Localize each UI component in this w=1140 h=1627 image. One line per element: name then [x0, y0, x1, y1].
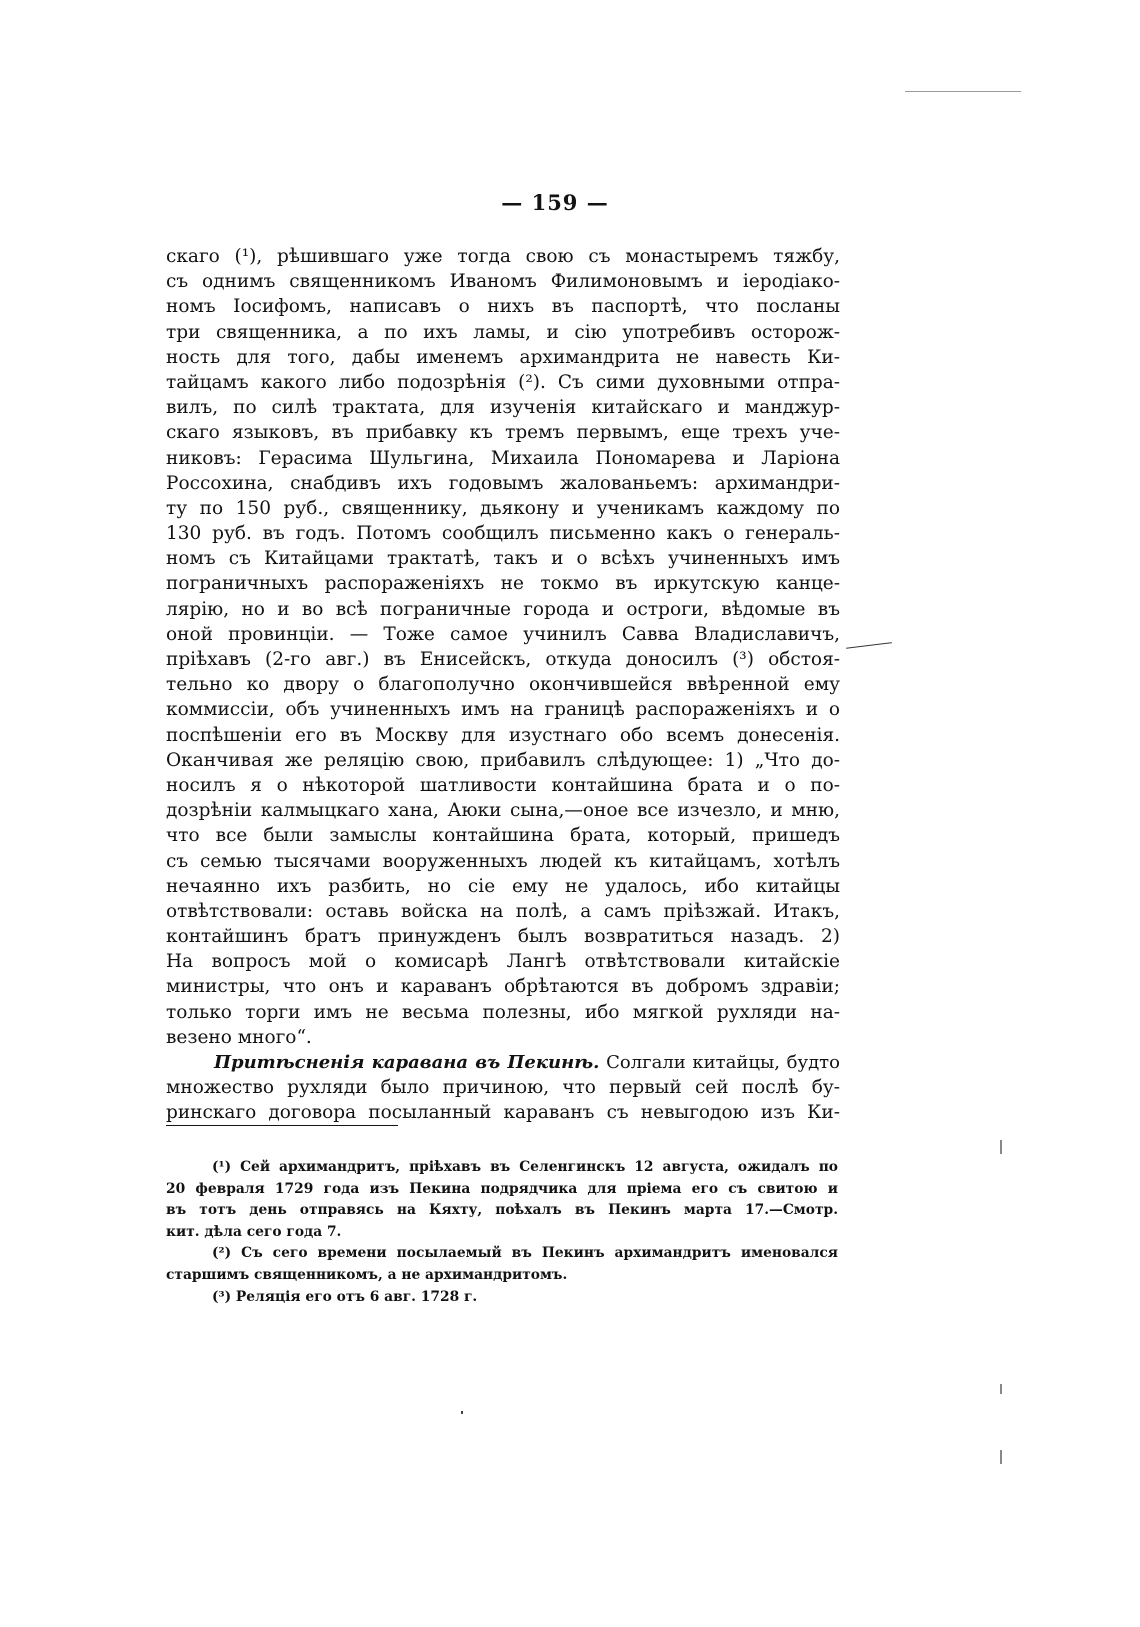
- page-number: — 159 —: [501, 190, 609, 215]
- footnote-line: (²) Съ сего времени посылаемый въ Пекинъ архимандритъ именовался: [212, 1245, 838, 1262]
- text-line: лярію, но и во всѣ пограничные города и остроги, вѣдомые въ: [166, 598, 840, 620]
- footnote-line: въ тотъ день отправясь на Кяхту, поѣхалъ въ Пекинъ марта 17.—Смотр.: [166, 1202, 838, 1219]
- text-line: отвѣтствовали: оставь войска на полѣ, а самъ пріѣзжай. Итакъ,: [166, 900, 840, 922]
- footnote-rule: [166, 1125, 398, 1126]
- text-line: номъ Іосифомъ, написавъ о нихъ въ паспортѣ, что посланы: [166, 296, 840, 318]
- text-line: съ однимъ священникомъ Иваномъ Филимоновымъ и іеродіако-: [166, 271, 840, 293]
- footnote-line: кит. дѣла сего года 7.: [166, 1223, 342, 1240]
- text-line: пріѣхавъ (2-го авг.) въ Енисейскъ, откуда доносилъ (³) обстоя-: [166, 649, 840, 670]
- text-line: никовъ: Герасима Шульгина, Михаила Пономарева и Ларіона: [166, 447, 840, 469]
- scan-artifact: [1000, 1384, 1002, 1394]
- text-line: тайцамъ какого либо подозрѣнія (²). Съ сими духовными отпра-: [166, 371, 840, 393]
- text-line: носилъ я о нѣкоторой шатливости контайшина брата и о по-: [166, 774, 840, 796]
- text-line: ринскаго договора посыланный караванъ съ невыгодою изъ Ки-: [166, 1102, 840, 1124]
- section-first-line: [166, 1050, 840, 1075]
- text-line: тельно ко двору о благополучно окончившейся ввѣренной ему: [166, 674, 840, 696]
- text-line: везено много“.: [166, 1026, 312, 1048]
- text-line: множество рухляди было причиною, что первый сей послѣ бу-: [166, 1077, 840, 1099]
- text-line: вилъ, по силѣ трактата, для изученія китайскаго и манджур-: [166, 397, 840, 419]
- scan-artifact: [1000, 1450, 1002, 1464]
- text-line: только торги имъ не весьма полезны, ибо мягкой рухляди на-: [166, 1001, 840, 1023]
- text-line: скаго (¹), рѣшившаго уже тогда свою съ монастыремъ тяжбу,: [166, 246, 840, 267]
- text-line: пограничныхъ распораженіяхъ не токмо въ иркутскую канце-: [166, 573, 840, 595]
- text-line: нечаянно ихъ разбить, но сіе ему не удалось, ибо китайцы: [166, 875, 840, 897]
- text-line: Солгали китайцы, будто: [606, 1052, 840, 1073]
- text-line: На вопросъ мой о комисарѣ Лангѣ отвѣтствовали китайскіе: [166, 951, 840, 973]
- margin-pencil-mark: [846, 642, 892, 649]
- text-line: 130 руб. въ годъ. Потомъ сообщилъ письменно какъ о генераль-: [166, 523, 840, 545]
- footnote-line: (¹) Сей архимандритъ, пріѣхавъ въ Селенгинскъ 12 августа, ожидалъ по: [212, 1159, 838, 1175]
- text-line: оной провинціи. — Тоже самое учинилъ Савва Владиславичъ,: [166, 623, 840, 645]
- edge-rule: [905, 91, 1021, 92]
- scan-artifact: [1000, 1140, 1002, 1154]
- footnote-line: старшимъ священникомъ, а не архимандритомъ.: [166, 1266, 568, 1283]
- section-heading: Притѣсненія каравана въ Пекинѣ.: [214, 1052, 600, 1073]
- text-line: дозрѣніи калмыцкаго хана, Аюки сына,—оное все изчезло, и мню,: [166, 800, 840, 822]
- text-line: ность для того, дабы именемъ архимандрита не навесть Ки-: [166, 346, 840, 368]
- scan-speck: [461, 1411, 463, 1414]
- text-line: ту по 150 руб., священнику, дьякону и ученикамъ каждому по: [166, 497, 840, 519]
- text-line: что все были замыслы контайшина брата, который, пришедъ: [166, 825, 840, 847]
- text-line: поспѣшеніи его въ Москву для изустнаго обо всемъ донесенія.: [166, 724, 840, 746]
- text-line: министры, что онъ и караванъ обрѣтаются въ добромъ здравіи;: [166, 976, 840, 998]
- text-line: контайшинъ братъ принужденъ былъ возвратиться назадъ. 2): [166, 926, 840, 948]
- text-line: три священника, а по ихъ ламы, и сію употребивъ осторож-: [166, 321, 840, 343]
- text-line: съ семью тысячами вооруженныхъ людей къ китайцамъ, хотѣлъ: [166, 850, 840, 872]
- main-text: [166, 244, 840, 1126]
- text-line: номъ съ Китайцами трактатѣ, такъ и о всѣхъ учиненныхъ имъ: [166, 548, 840, 570]
- footnote-line: (³) Реляція его отъ 6 авг. 1728 г.: [212, 1288, 478, 1305]
- text-line: скаго языковъ, въ прибавку къ тремъ первымъ, еще трехъ уче-: [166, 422, 840, 444]
- footnotes: [166, 1157, 838, 1308]
- text-line: коммиссіи, объ учиненныхъ имъ на границѣ распораженіяхъ и о: [166, 699, 840, 721]
- text-line: Оканчивая же реляцію свою, прибавилъ слѣдующее: 1) „Что до-: [166, 749, 840, 771]
- footnote-line: 20 февраля 1729 года изъ Пекина подрядчика для пріема его съ свитою и: [166, 1180, 838, 1197]
- text-line: Россохина, снабдивъ ихъ годовымъ жалованьемъ: архимандри-: [166, 472, 840, 494]
